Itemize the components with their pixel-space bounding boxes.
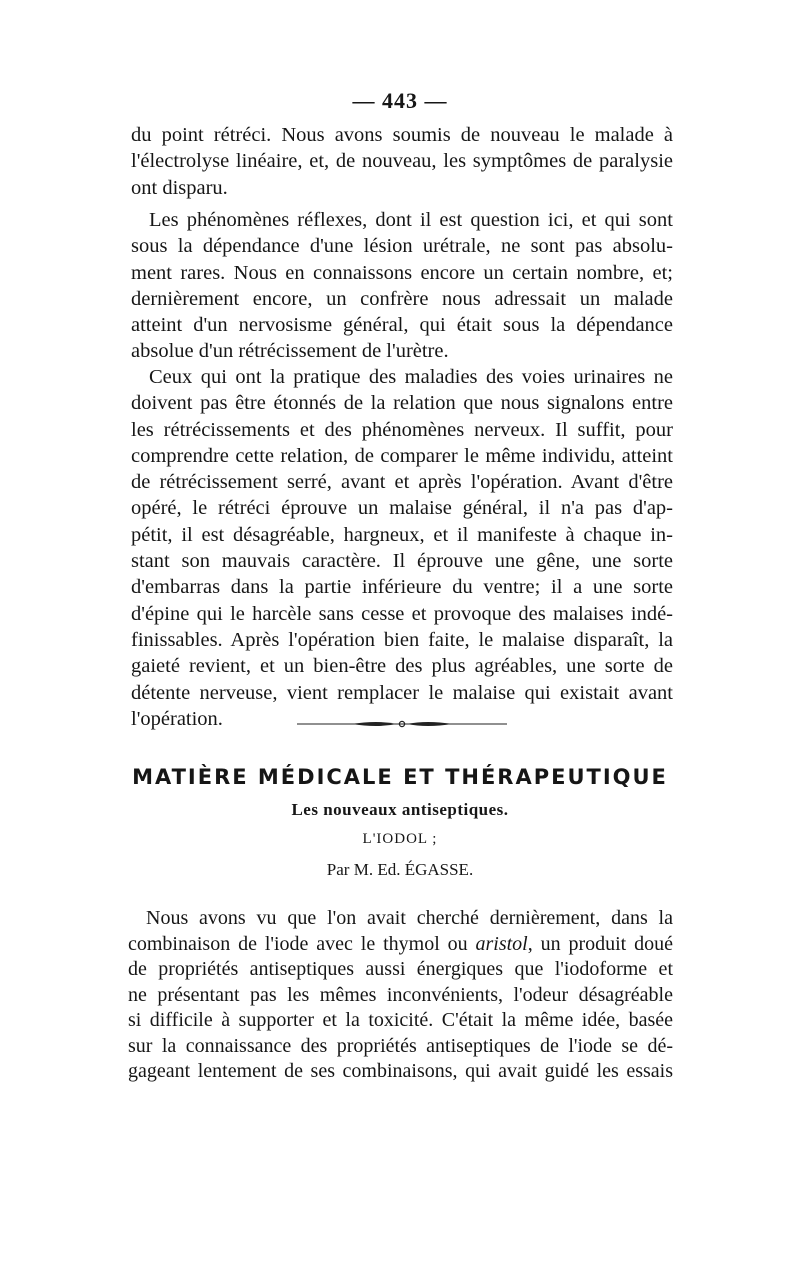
- article-author: Par M. Ed. ÉGASSE.: [326, 860, 474, 879]
- text-line: d'épine qui le harcèle sans cesse et provoque des malaises indé-: [131, 602, 673, 625]
- text-line: détente nerveuse, vient remplacer le malaise qui existait avant: [131, 681, 673, 704]
- text-line: gaieté revient, et un bien-être des plus agréables, une sorte de: [131, 655, 673, 678]
- page-number: — 443 —: [352, 88, 448, 113]
- text-fragment: , un produit doué: [527, 932, 673, 955]
- paragraph-reflex: [131, 207, 673, 365]
- paragraph-practice: [131, 364, 673, 732]
- text-line: de rétrécissement serré, avant et après l'opération. Avant d'être: [131, 471, 673, 494]
- text-line: ont disparu.: [131, 176, 228, 199]
- text-line: ne présentant pas les mêmes inconvénients, l'odeur désagréable: [128, 983, 673, 1006]
- section-divider-ornament: [297, 720, 507, 728]
- text-line: sous la dépendance d'une lésion urétrale, ne sont pas absolu-: [131, 235, 673, 258]
- text-line: l'opération.: [131, 707, 223, 730]
- text-line: dernièrement encore, un confrère nous adressait un malade: [131, 287, 673, 310]
- text-line: pétit, il est désagréable, hargneux, et il manifeste à chaque in-: [131, 523, 673, 546]
- italic-term: aristol: [475, 932, 528, 955]
- text-line: stant son mauvais caractère. Il éprouve une gêne, une sorte: [131, 550, 673, 573]
- text-line: ment rares. Nous en connaissons encore un certain nombre, et;: [131, 261, 673, 284]
- text-line: d'embarras dans la partie inférieure du ventre; il a une sorte: [131, 576, 673, 599]
- text-line: de propriétés antiseptiques aussi énergiques que l'iodoforme et: [128, 958, 673, 980]
- text-line: opéré, le rétréci éprouve un malaise général, il n'a pas d'ap-: [131, 497, 673, 520]
- text-line: doivent pas être étonnés de la relation que nous signalons entre: [131, 392, 673, 415]
- text-line: du point rétréci. Nous avons soumis de nouveau le malade à: [131, 124, 673, 146]
- text-line: les rétrécissements et des phénomènes nerveux. Il suffit, pour: [131, 418, 673, 441]
- text-line: Les phénomènes réflexes, dont il est question ici, et qui sont: [149, 209, 673, 231]
- text-fragment: combinaison de l'iode avec le thymol ou: [128, 932, 476, 955]
- text-line: gageant lentement de ses combinaisons, qui avait guidé les essais: [128, 1060, 673, 1082]
- text-line: sur la connaissance des propriétés antiseptiques de l'iode se dé-: [128, 1034, 673, 1057]
- text-line: si difficile à supporter et la toxicité. C'était la même idée, basée: [128, 1009, 673, 1031]
- text-line: Ceux qui ont la pratique des maladies des voies urinaires ne: [149, 366, 673, 388]
- text-line: Nous avons vu que l'on avait cherché dernièrement, dans la: [146, 907, 673, 929]
- article-topic: L'IODOL ;: [362, 831, 438, 847]
- article-body: [128, 906, 673, 1085]
- text-line: absolue d'un rétrécissement de l'urètre.: [131, 340, 449, 363]
- text-line: l'électrolyse linéaire, et, de nouveau, les symptômes de paralysie: [131, 150, 673, 173]
- text-line: finissables. Après l'opération bien faite, le malaise disparaît, la: [131, 628, 673, 651]
- section-heading: MATIÈRE MÉDICALE ET THÉRAPEUTIQUE: [132, 765, 668, 789]
- section-subheading: Les nouveaux antiseptiques.: [291, 800, 509, 819]
- text-line: [128, 932, 673, 958]
- paragraph-top: [131, 122, 673, 201]
- text-line: atteint d'un nervosisme général, qui était sous la dépendance: [131, 314, 673, 337]
- text-line: comprendre cette relation, de comparer le même individu, atteint: [131, 444, 673, 467]
